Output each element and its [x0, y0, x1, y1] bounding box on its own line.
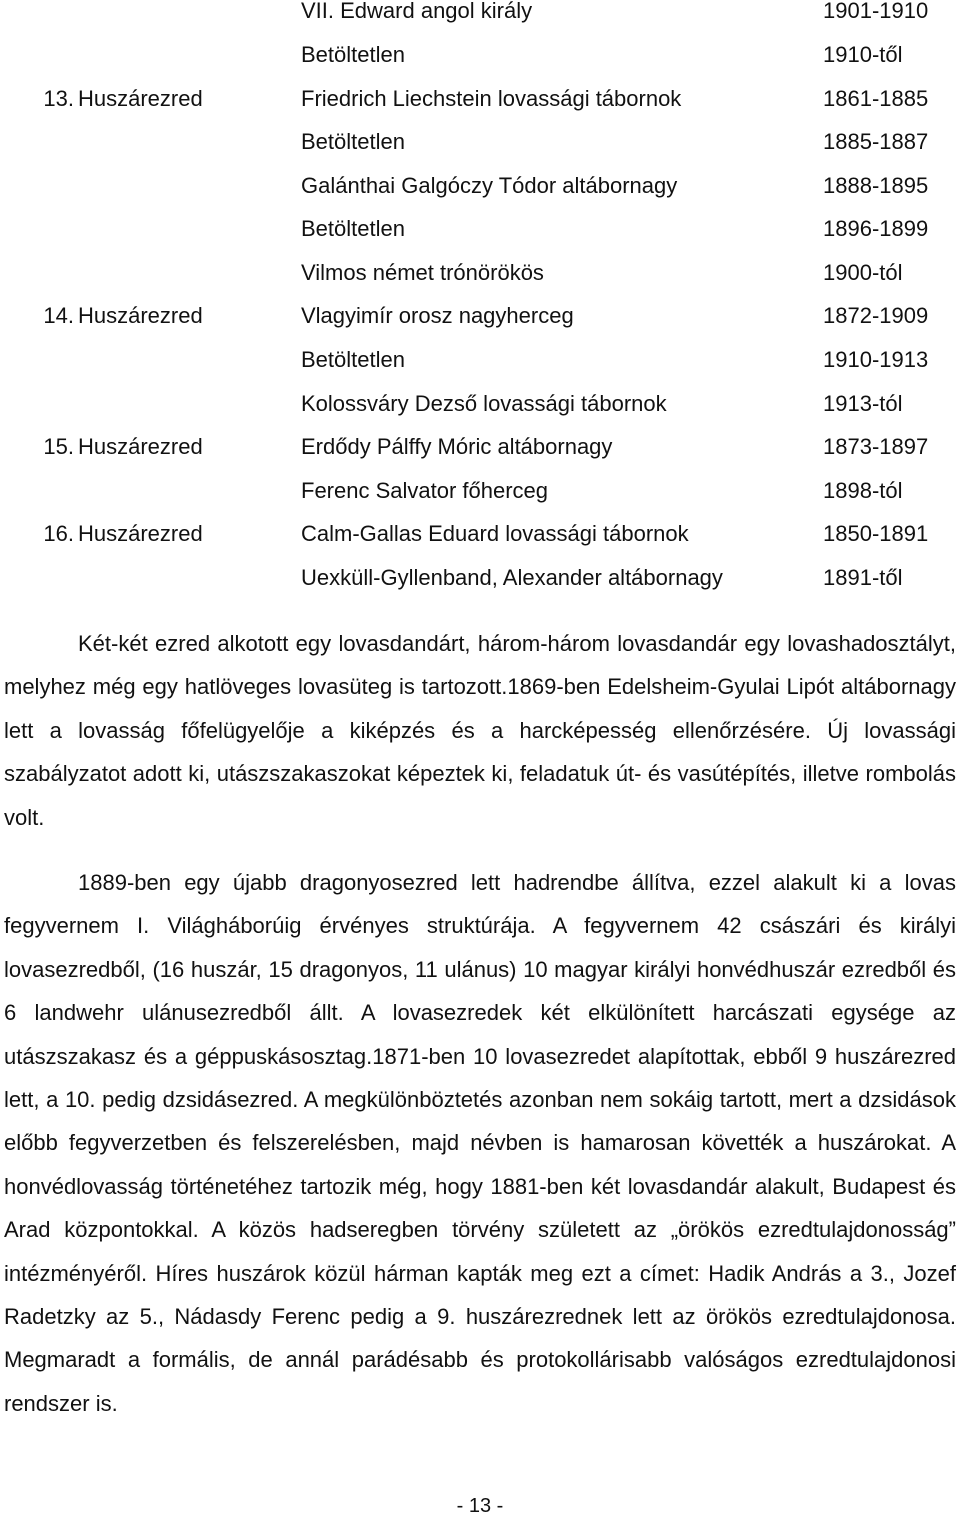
table-row	[0, 84, 960, 114]
table-row	[0, 171, 960, 201]
holder-years: 1901-1910	[823, 0, 929, 23]
regiment-number: 14.	[43, 303, 74, 328]
holder-years: 1900-tól	[823, 260, 903, 285]
regiment-holder: Friedrich Liechstein lovassági tábornok	[301, 86, 682, 111]
regiment-holder: Galánthai Galgóczy Tódor altábornagy	[301, 173, 678, 198]
regiment-type: Huszárezred	[78, 303, 203, 328]
holder-years: 1873-1897	[823, 434, 929, 459]
regiment-number: 16.	[43, 521, 74, 546]
regiment-holder: Betöltetlen	[301, 129, 405, 154]
table-row	[0, 563, 960, 593]
regiment-type: Huszárezred	[78, 86, 203, 111]
holder-years: 1888-1895	[823, 173, 929, 198]
holder-years: 1861-1885	[823, 86, 929, 111]
table-row	[0, 127, 960, 157]
table-row	[0, 40, 960, 70]
table-row	[0, 214, 960, 244]
table-row	[0, 432, 960, 462]
holder-years: 1891-től	[823, 565, 903, 590]
regiment-holder: Betöltetlen	[301, 347, 405, 372]
body-paragraph: Két-két ezred alkotott egy lovasdandárt, három-három lovasdandár egy lovashadosztályt, melyhez még egy hatlöveges lovasüteg is tartozott.1869-ben Edelsheim-Gyulai Lipót altábornagy lett a lovasság főfelügyelője a kiképzés és a harcképesség ellenőrzésére. Új lovassági szabályzatot adott ki, utászszakaszokat képeztek ki, feladatuk út- és vasútépítés, illetve rombolás volt.	[4, 631, 956, 830]
regiment-holder: Erdődy Pálffy Móric altábornagy	[301, 434, 613, 459]
table-row	[0, 519, 960, 549]
body-paragraph: 1889-ben egy újabb dragonyosezred lett hadrendbe állítva, ezzel alakult ki a lovas fegyvernem I. Világháborúig érvényes struktúrája. A fegyvernem 42 császári és királyi lovasezredből, (16 huszár, 15 dragonyos, 11 ulánus) 10 magyar királyi honvédhuszár ezredből és 6 landwehr ulánusezredből állt. A lovasezredek két elkülönített harcászati egysége az utászszakasz és a géppuskásosztag.1871-ben 10 lovasezredet alapítottak, ebből 9 huszárezred lett, a 10. pedig dzsidásezred. A megkülönböztetés azonban nem sokáig tartott, mert a dzsidások előbb fegyverzetben és felszerelésben, majd névben is hamarosan követték a huszárokat. A honvédlovasság történetéhez tartozik még, hogy 1881-ben két lovasdandár alakult, Budapest és Arad központokkal. A közös hadseregben törvény született az „örökös ezredtulajdonosság” intézményéről. Híres huszárok közül hárman kapták meg ezt a címet: Hadik András a 3., Jozef Radetzky az 5., Nádasdy Ferenc pedig a 9. huszárezrednek lett az örökös ezredtulajdonosa. Megmaradt a formális, de annál parádésabb és protokollárisabb valóságos ezredtulajdonosi rendszer is.	[4, 870, 956, 1416]
table-row	[0, 389, 960, 419]
regiment-holder: VII. Edward angol király	[301, 0, 533, 23]
table-row	[0, 0, 960, 26]
regiment-holder: Kolossváry Dezső lovassági tábornok	[301, 391, 667, 416]
regiment-holder: Betöltetlen	[301, 216, 405, 241]
holder-years: 1872-1909	[823, 303, 929, 328]
regiment-type: Huszárezred	[78, 521, 203, 546]
holder-years: 1885-1887	[823, 129, 929, 154]
table-row	[0, 345, 960, 375]
regiment-holder: Ferenc Salvator főherceg	[301, 478, 549, 503]
holder-years: 1910-től	[823, 42, 903, 67]
regiment-type: Huszárezred	[78, 434, 203, 459]
regiment-holder: Calm-Gallas Eduard lovassági tábornok	[301, 521, 689, 546]
regiment-holder: Vlagyimír orosz nagyherceg	[301, 303, 574, 328]
table-row	[0, 258, 960, 288]
holder-years: 1850-1891	[823, 521, 929, 546]
page-number: - 13 -	[456, 1495, 504, 1517]
table-row	[0, 301, 960, 331]
regiment-holder: Uexküll-Gyllenband, Alexander altábornagy	[301, 565, 723, 590]
regiment-holder: Vilmos német trónörökös	[301, 260, 544, 285]
holder-years: 1898-tól	[823, 478, 903, 503]
table-row	[0, 476, 960, 506]
holder-years: 1913-tól	[823, 391, 903, 416]
regiment-number: 13.	[43, 86, 74, 111]
regiment-number: 15.	[43, 434, 74, 459]
holder-years: 1910-1913	[823, 347, 929, 372]
regiment-holder: Betöltetlen	[301, 42, 405, 67]
holder-years: 1896-1899	[823, 216, 929, 241]
